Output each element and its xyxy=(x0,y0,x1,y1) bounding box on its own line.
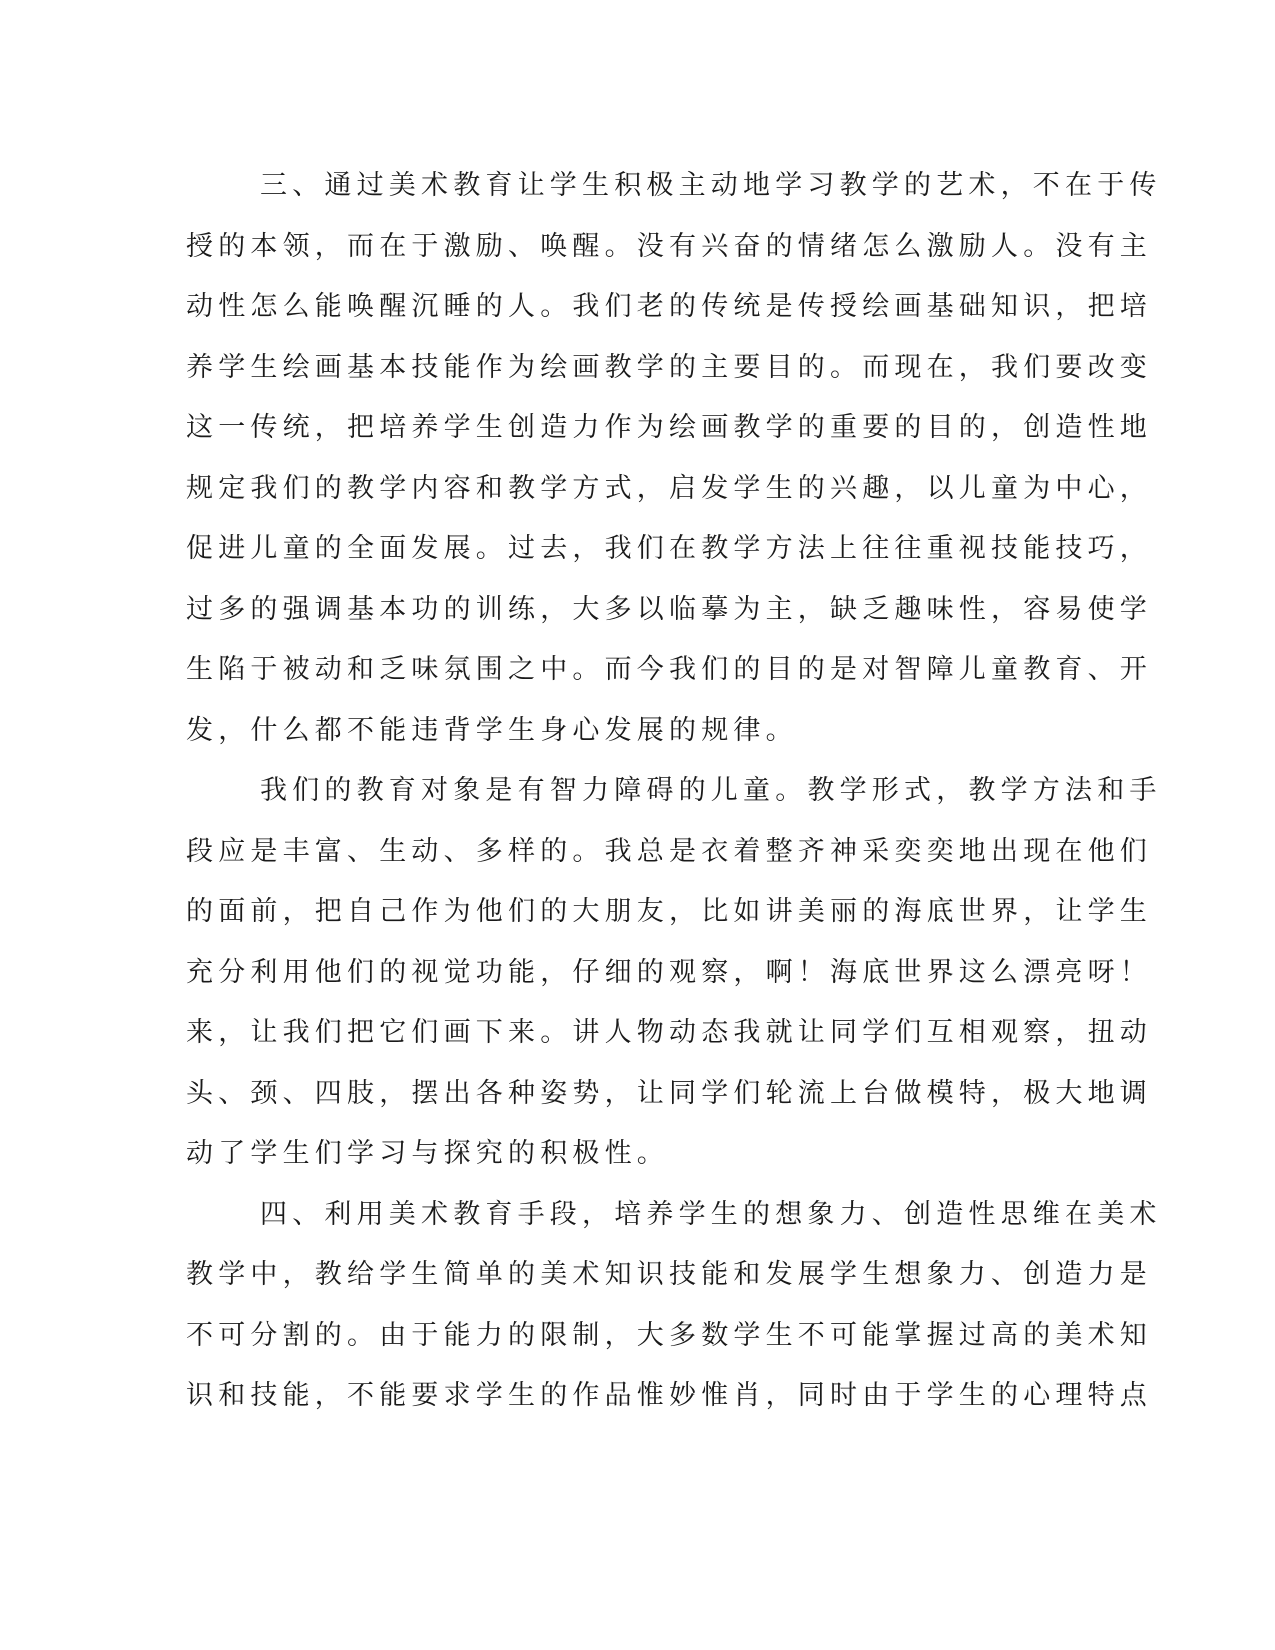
text-line: 这一传统，把培养学生创造力作为绘画教学的重要的目的，创造性地 xyxy=(186,412,1152,443)
text-line: 头、颈、四肢，摆出各种姿势，让同学们轮流上台做模特，极大地调 xyxy=(186,1077,1152,1109)
text-line: 教学中，教给学生简单的美术知识技能和发展学生想象力、创造力是 xyxy=(186,1259,1152,1290)
text-line: 促进儿童的全面发展。过去，我们在教学方法上往往重视技能技巧， xyxy=(186,533,1152,564)
text-line: 授的本领，而在于激励、唤醒。没有兴奋的情绪怎么激励人。没有主 xyxy=(186,230,1152,262)
paragraph-education-target xyxy=(186,761,1162,1185)
text-line: 规定我们的教学内容和教学方式，启发学生的兴趣，以儿童为中心， xyxy=(186,472,1152,504)
text-line: 识和技能，不能要求学生的作品惟妙惟肖，同时由于学生的心理特点 xyxy=(186,1380,1152,1411)
text-line: 三、通过美术教育让学生积极主动地学习教学的艺术，不在于传 xyxy=(260,170,1162,201)
text-line: 我们的教育对象是有智力障碍的儿童。教学形式，教学方法和手 xyxy=(260,775,1162,806)
text-line: 养学生绘画基本技能作为绘画教学的主要目的。而现在，我们要改变 xyxy=(186,351,1152,383)
document-body xyxy=(186,156,1162,1427)
text-line: 发，什么都不能违背学生身心发展的规律。 xyxy=(186,714,798,746)
text-line: 生陷于被动和乏味氛围之中。而今我们的目的是对智障儿童教育、开 xyxy=(186,654,1152,685)
text-line: 充分利用他们的视觉功能，仔细的观察，啊！海底世界这么漂亮呀！ xyxy=(186,956,1152,988)
text-line: 不可分割的。由于能力的限制，大多数学生不可能掌握过高的美术知 xyxy=(186,1319,1152,1351)
text-line: 段应是丰富、生动、多样的。我总是衣着整齐神采奕奕地出现在他们 xyxy=(186,835,1152,867)
text-line: 的面前，把自己作为他们的大朋友，比如讲美丽的海底世界，让学生 xyxy=(186,896,1152,927)
paragraph-3 xyxy=(186,156,1162,761)
paragraph-4 xyxy=(186,1185,1162,1427)
text-line: 来，让我们把它们画下来。讲人物动态我就让同学们互相观察，扭动 xyxy=(186,1017,1152,1048)
text-line: 过多的强调基本功的训练，大多以临摹为主，缺乏趣味性，容易使学 xyxy=(186,593,1152,625)
text-line: 四、利用美术教育手段，培养学生的想象力、创造性思维在美术 xyxy=(260,1198,1162,1230)
text-line: 动性怎么能唤醒沉睡的人。我们老的传统是传授绘画基础知识，把培 xyxy=(186,291,1152,322)
text-line: 动了学生们学习与探究的积极性。 xyxy=(186,1138,669,1169)
